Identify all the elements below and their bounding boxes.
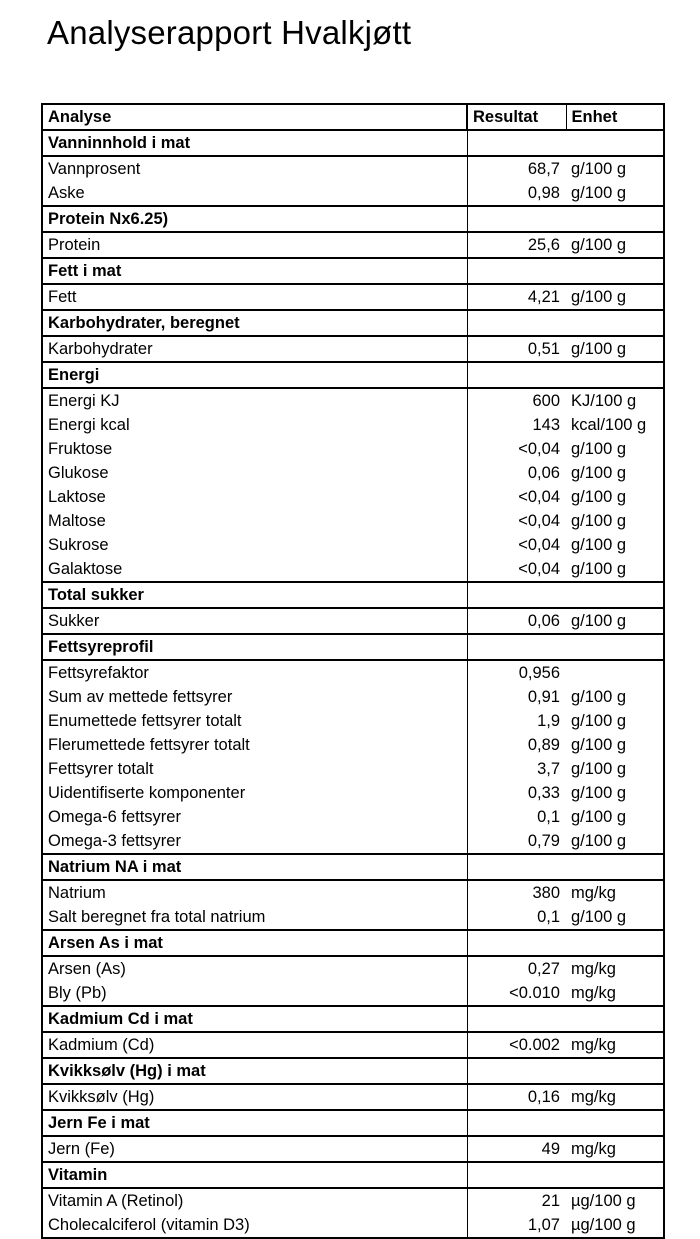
result-value: 0,91 xyxy=(527,688,560,706)
unit-value: g/100 g xyxy=(566,533,664,557)
table-row xyxy=(42,1136,664,1162)
unit-value xyxy=(566,1058,664,1084)
unit-value: g/100 g xyxy=(566,781,664,805)
result-value xyxy=(467,206,566,232)
analysis-name: Natrium xyxy=(42,880,467,905)
result-value: 68,7 xyxy=(527,160,560,178)
result-value: 0,51 xyxy=(527,340,560,358)
unit-value: g/100 g xyxy=(566,461,664,485)
table-row xyxy=(42,1188,664,1213)
page-title: Analyserapport Hvalkjøtt xyxy=(47,14,412,51)
analysis-name: Fruktose xyxy=(42,437,467,461)
result-value xyxy=(467,1110,566,1136)
unit-value: g/100 g xyxy=(566,437,664,461)
section-label: Energi xyxy=(42,362,467,388)
unit-value xyxy=(566,206,664,232)
section-header-row xyxy=(42,130,664,156)
result-value: <0,04 xyxy=(518,536,560,554)
section-label: Karbohydrater, beregnet xyxy=(42,310,467,336)
table-row xyxy=(42,181,664,206)
table-row xyxy=(42,660,664,685)
header-unit: Enhet xyxy=(566,104,664,130)
analysis-name: Maltose xyxy=(42,509,467,533)
result-value: <0,04 xyxy=(518,440,560,458)
result-value: 0,06 xyxy=(527,464,560,482)
table-row xyxy=(42,905,664,930)
analysis-name: Energi KJ xyxy=(42,388,467,413)
result-value xyxy=(467,310,566,336)
result-value xyxy=(467,1058,566,1084)
unit-value: g/100 g xyxy=(566,181,664,206)
unit-value: mg/kg xyxy=(566,880,664,905)
unit-value xyxy=(566,660,664,685)
result-value: 49 xyxy=(541,1140,560,1158)
analysis-name: Fett xyxy=(42,284,467,310)
result-value: <0,04 xyxy=(518,488,560,506)
table-row xyxy=(42,781,664,805)
table-row xyxy=(42,1213,664,1238)
result-value: 3,7 xyxy=(537,760,560,778)
analysis-name: Flerumettede fettsyrer totalt xyxy=(42,733,467,757)
table-row xyxy=(42,156,664,181)
table-body xyxy=(42,130,664,1238)
result-value: 380 xyxy=(532,884,560,902)
unit-value: g/100 g xyxy=(566,284,664,310)
analysis-name: Bly (Pb) xyxy=(42,981,467,1006)
unit-value: mg/kg xyxy=(566,1084,664,1110)
analysis-name: Karbohydrater xyxy=(42,336,467,362)
result-value: 1,07 xyxy=(467,1213,566,1238)
analysis-name: Fettsyrefaktor xyxy=(42,660,467,685)
section-header-row xyxy=(42,1110,664,1136)
result-value: 0,956 xyxy=(518,664,560,682)
section-label: Natrium NA i mat xyxy=(42,854,467,880)
table-row xyxy=(42,608,664,634)
table-row xyxy=(42,437,664,461)
result-value: 1,9 xyxy=(537,712,560,730)
section-header-row xyxy=(42,310,664,336)
unit-value xyxy=(566,634,664,660)
result-value: 0,27 xyxy=(527,960,560,978)
table-row xyxy=(42,557,664,582)
section-header-row xyxy=(42,854,664,880)
unit-value: kcal/100 g xyxy=(566,413,664,437)
table-row xyxy=(42,533,664,557)
table-row xyxy=(42,805,664,829)
result-value: 0,98 xyxy=(527,184,560,202)
section-label: Jern Fe i mat xyxy=(42,1110,467,1136)
section-header-row xyxy=(42,1006,664,1032)
analysis-name: Omega-3 fettsyrer xyxy=(42,829,467,854)
analysis-name: Kvikksølv (Hg) xyxy=(42,1084,467,1110)
unit-value xyxy=(566,310,664,336)
unit-value: g/100 g xyxy=(566,733,664,757)
section-header-row xyxy=(42,1162,664,1188)
section-label: Fett i mat xyxy=(42,258,467,284)
result-value xyxy=(467,258,566,284)
section-label: Fettsyreprofil xyxy=(42,634,467,660)
unit-value: g/100 g xyxy=(566,336,664,362)
table-row xyxy=(42,757,664,781)
result-value: 0,1 xyxy=(537,808,560,826)
unit-value xyxy=(566,258,664,284)
result-value: 0,16 xyxy=(527,1088,560,1106)
table-row xyxy=(42,880,664,905)
analysis-name: Glukose xyxy=(42,461,467,485)
section-label: Kadmium Cd i mat xyxy=(42,1006,467,1032)
analysis-name: Vitamin A (Retinol) xyxy=(42,1188,467,1213)
table-row xyxy=(42,733,664,757)
unit-value: g/100 g xyxy=(566,485,664,509)
table-row xyxy=(42,413,664,437)
unit-value: g/100 g xyxy=(566,805,664,829)
analysis-name: Uidentifiserte komponenter xyxy=(42,781,467,805)
section-label: Arsen As i mat xyxy=(42,930,467,956)
result-value: 4,21 xyxy=(527,288,560,306)
section-label: Protein Nx6.25) xyxy=(42,206,467,232)
table-row xyxy=(42,485,664,509)
unit-value: g/100 g xyxy=(566,685,664,709)
unit-value xyxy=(566,854,664,880)
result-value xyxy=(467,930,566,956)
section-header-row xyxy=(42,930,664,956)
table-row xyxy=(42,461,664,485)
unit-value: mg/kg xyxy=(566,1032,664,1058)
table-row xyxy=(42,981,664,1006)
table-header-row xyxy=(42,104,664,130)
unit-value xyxy=(566,1006,664,1032)
unit-value: g/100 g xyxy=(566,829,664,854)
result-value: <0.002 xyxy=(509,1036,560,1054)
section-label: Kvikksølv (Hg) i mat xyxy=(42,1058,467,1084)
section-label: Vitamin xyxy=(42,1162,467,1188)
unit-value: g/100 g xyxy=(566,509,664,533)
analysis-name: Salt beregnet fra total natrium xyxy=(42,905,467,930)
analysis-table xyxy=(41,103,665,1239)
table-row xyxy=(42,1032,664,1058)
unit-value: g/100 g xyxy=(566,905,664,930)
section-header-row xyxy=(42,206,664,232)
unit-value: g/100 g xyxy=(566,608,664,634)
analysis-name: Jern (Fe) xyxy=(42,1136,467,1162)
result-value xyxy=(467,1006,566,1032)
result-value: 0,33 xyxy=(527,784,560,802)
result-value xyxy=(467,634,566,660)
table-row xyxy=(42,685,664,709)
table-row xyxy=(42,232,664,258)
section-header-row xyxy=(42,1058,664,1084)
table-row xyxy=(42,509,664,533)
header-result: Resultat xyxy=(467,104,566,130)
unit-value xyxy=(566,582,664,608)
table-row xyxy=(42,956,664,981)
unit-value: KJ/100 g xyxy=(566,388,664,413)
analysis-name: Cholecalciferol (vitamin D3) xyxy=(42,1213,467,1238)
table-row xyxy=(42,709,664,733)
analysis-name: Sukrose xyxy=(42,533,467,557)
unit-value xyxy=(566,130,664,156)
result-value: 600 xyxy=(532,392,560,410)
table-row xyxy=(42,1084,664,1110)
unit-value: g/100 g xyxy=(566,709,664,733)
table-row xyxy=(42,388,664,413)
result-value: <0,04 xyxy=(518,512,560,530)
result-value: <0,04 xyxy=(518,560,560,578)
result-value: 0,89 xyxy=(527,736,560,754)
unit-value xyxy=(566,930,664,956)
result-value xyxy=(467,130,566,156)
result-value: 25,6 xyxy=(527,236,560,254)
unit-value: g/100 g xyxy=(566,757,664,781)
analysis-name: Laktose xyxy=(42,485,467,509)
analysis-name: Sukker xyxy=(42,608,467,634)
unit-value: mg/kg xyxy=(566,1136,664,1162)
analysis-name: Vannprosent xyxy=(42,156,467,181)
result-value xyxy=(467,1162,566,1188)
section-header-row xyxy=(42,634,664,660)
analysis-name: Protein xyxy=(42,232,467,258)
section-label: Vanninnhold i mat xyxy=(42,130,467,156)
analysis-name: Enumettede fettsyrer totalt xyxy=(42,709,467,733)
result-value xyxy=(467,582,566,608)
analysis-name: Arsen (As) xyxy=(42,956,467,981)
table-row xyxy=(42,829,664,854)
result-value: 0,1 xyxy=(537,908,560,926)
result-value xyxy=(467,362,566,388)
unit-value: g/100 g xyxy=(566,156,664,181)
result-value: 0,06 xyxy=(527,612,560,630)
table-row xyxy=(42,284,664,310)
section-label: Total sukker xyxy=(42,582,467,608)
unit-value: g/100 g xyxy=(566,232,664,258)
analysis-name: Omega-6 fettsyrer xyxy=(42,805,467,829)
table-row xyxy=(42,336,664,362)
analysis-name: Sum av mettede fettsyrer xyxy=(42,685,467,709)
result-value: <0.010 xyxy=(509,984,560,1002)
analysis-name: Aske xyxy=(42,181,467,206)
section-header-row xyxy=(42,362,664,388)
section-header-row xyxy=(42,258,664,284)
unit-value xyxy=(566,1162,664,1188)
analysis-name: Galaktose xyxy=(42,557,467,582)
result-value: 0,79 xyxy=(527,832,560,850)
analysis-name: Kadmium (Cd) xyxy=(42,1032,467,1058)
result-value: 21 xyxy=(541,1192,560,1210)
unit-value: g/100 g xyxy=(566,557,664,582)
unit-value xyxy=(566,362,664,388)
result-value xyxy=(467,854,566,880)
analysis-name: Fettsyrer totalt xyxy=(42,757,467,781)
header-analysis: Analyse xyxy=(42,104,467,130)
unit-value: µg/100 g xyxy=(566,1188,664,1213)
unit-value: µg/100 g xyxy=(566,1213,664,1238)
analysis-name: Energi kcal xyxy=(42,413,467,437)
result-value: 143 xyxy=(532,416,560,434)
unit-value xyxy=(566,1110,664,1136)
section-header-row xyxy=(42,582,664,608)
unit-value: mg/kg xyxy=(566,981,664,1006)
unit-value: mg/kg xyxy=(566,956,664,981)
